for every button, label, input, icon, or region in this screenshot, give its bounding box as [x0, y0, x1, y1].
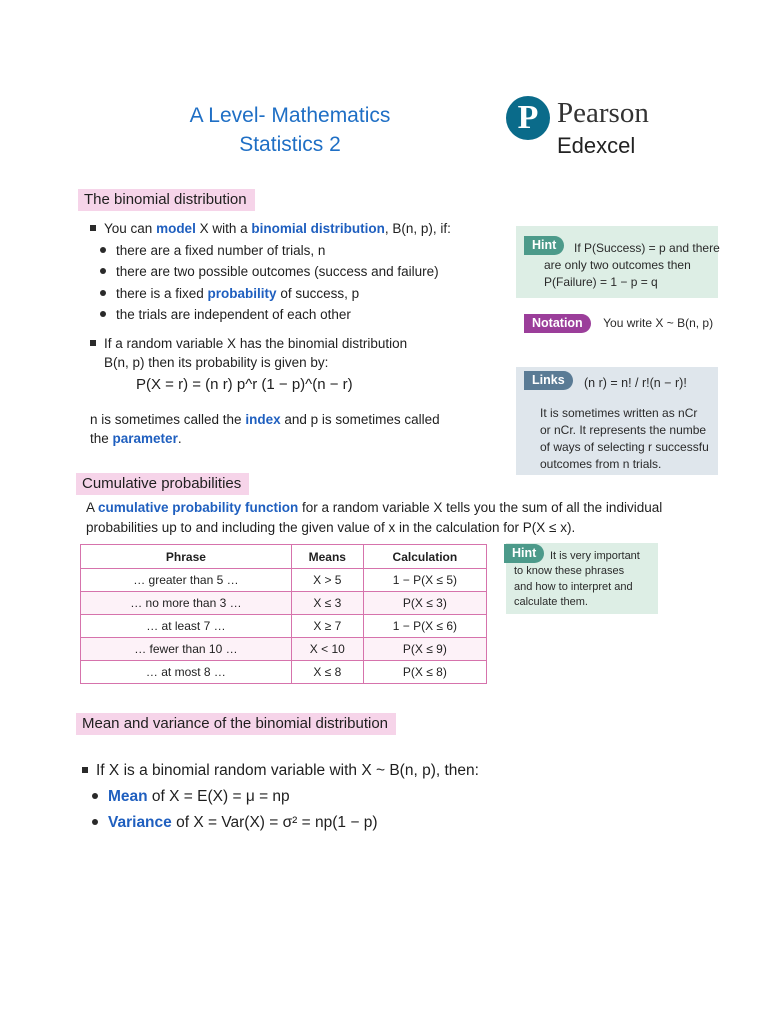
section-heading-binomial: The binomial distribution: [78, 189, 255, 211]
table-header: Calculation: [363, 545, 486, 569]
links-box: Links (n r) = n! / r!(n − r)! It is sometimes written as nCr or nCr. It represents the numbe of ways of selecting r successfu outcomes from n trials.: [516, 367, 718, 475]
hint-tag: Hint: [524, 236, 564, 255]
square-bullet-icon: [90, 225, 96, 231]
index-parameter-note: n is sometimes called the index and p is sometimes called the parameter.: [90, 412, 440, 446]
bullet-binomial-rv: If X is a binomial random variable with X ~ B(n, p), then:: [80, 758, 479, 784]
dot-bullet-icon: [100, 268, 106, 274]
dot-bullet-icon: [92, 793, 98, 799]
sub-bullet-mean: Mean of X = E(X) = μ = np: [80, 784, 479, 810]
binomial-formula: P(X = r) = (n r) p^r (1 − p)^(n − r): [136, 376, 353, 393]
square-bullet-icon: [90, 340, 96, 346]
dot-bullet-icon: [100, 247, 106, 253]
dot-bullet-icon: [100, 290, 106, 296]
section-heading-cumulative: Cumulative probabilities: [76, 473, 249, 495]
hint-tag: Hint: [504, 544, 544, 563]
table-row: … at least 7 … X ≥ 7 1 − P(X ≤ 6): [81, 615, 487, 638]
hint-box-success: Hint If P(Success) = p and there are only two outcomes then P(Failure) = 1 − p = q: [516, 226, 718, 298]
phrase-table: [80, 544, 487, 684]
binomial-conditions: [88, 218, 451, 326]
cumulative-intro: A cumulative probability function for a random variable X tells you the sum of all the individual probabilities up to and including the given value of x in the calculation for P(X ≤ x).: [86, 500, 663, 535]
sub-bullet-variance: Variance of X = Var(X) = σ² = np(1 − p): [80, 810, 479, 836]
table-header: Phrase: [81, 545, 292, 569]
table-row: … greater than 5 … X > 5 1 − P(X ≤ 5): [81, 569, 487, 592]
section-heading-mean-variance: Mean and variance of the binomial distribution: [76, 713, 396, 735]
bullet-probability-def: If a random variable X has the binomial distribution B(n, p) then its probability is given by:: [88, 334, 407, 372]
mean-variance-list: [80, 758, 479, 836]
sub-bullet-trials: there are a fixed number of trials, n: [88, 240, 451, 262]
sub-bullet-outcomes: there are two possible outcomes (success and failure): [88, 261, 451, 283]
pearson-wordmark: Pearson: [557, 97, 649, 129]
table-row: … no more than 3 … X ≤ 3 P(X ≤ 3): [81, 592, 487, 615]
links-tag: Links: [524, 371, 573, 390]
notation-box: Notation You write X ~ B(n, p): [524, 314, 718, 342]
square-bullet-icon: [82, 767, 88, 773]
pearson-logo-icon: P: [506, 96, 550, 140]
sub-bullet-probability: there is a fixed probability of success, p: [88, 283, 451, 305]
hint-box-phrases: Hint It is very important to know these phrases and how to interpret and calculate them.: [506, 543, 658, 614]
bullet-model: You can model X with a binomial distribution, B(n, p), if:: [88, 218, 451, 240]
notation-tag: Notation: [524, 314, 591, 333]
dot-bullet-icon: [92, 819, 98, 825]
table-header-row: [81, 545, 487, 569]
page-title: A Level- Mathematics Statistics 2: [189, 104, 391, 156]
sub-bullet-independent: the trials are independent of each other: [88, 304, 451, 326]
table-row: … at most 8 … X ≤ 8 P(X ≤ 8): [81, 661, 487, 684]
edexcel-wordmark: Edexcel: [557, 133, 636, 158]
dot-bullet-icon: [100, 311, 106, 317]
links-formula: (n r) = n! / r!(n − r)!: [584, 376, 687, 390]
table-row: … fewer than 10 … X < 10 P(X ≤ 9): [81, 638, 487, 661]
table-header: Means: [291, 545, 363, 569]
pearson-logo: [506, 96, 550, 140]
